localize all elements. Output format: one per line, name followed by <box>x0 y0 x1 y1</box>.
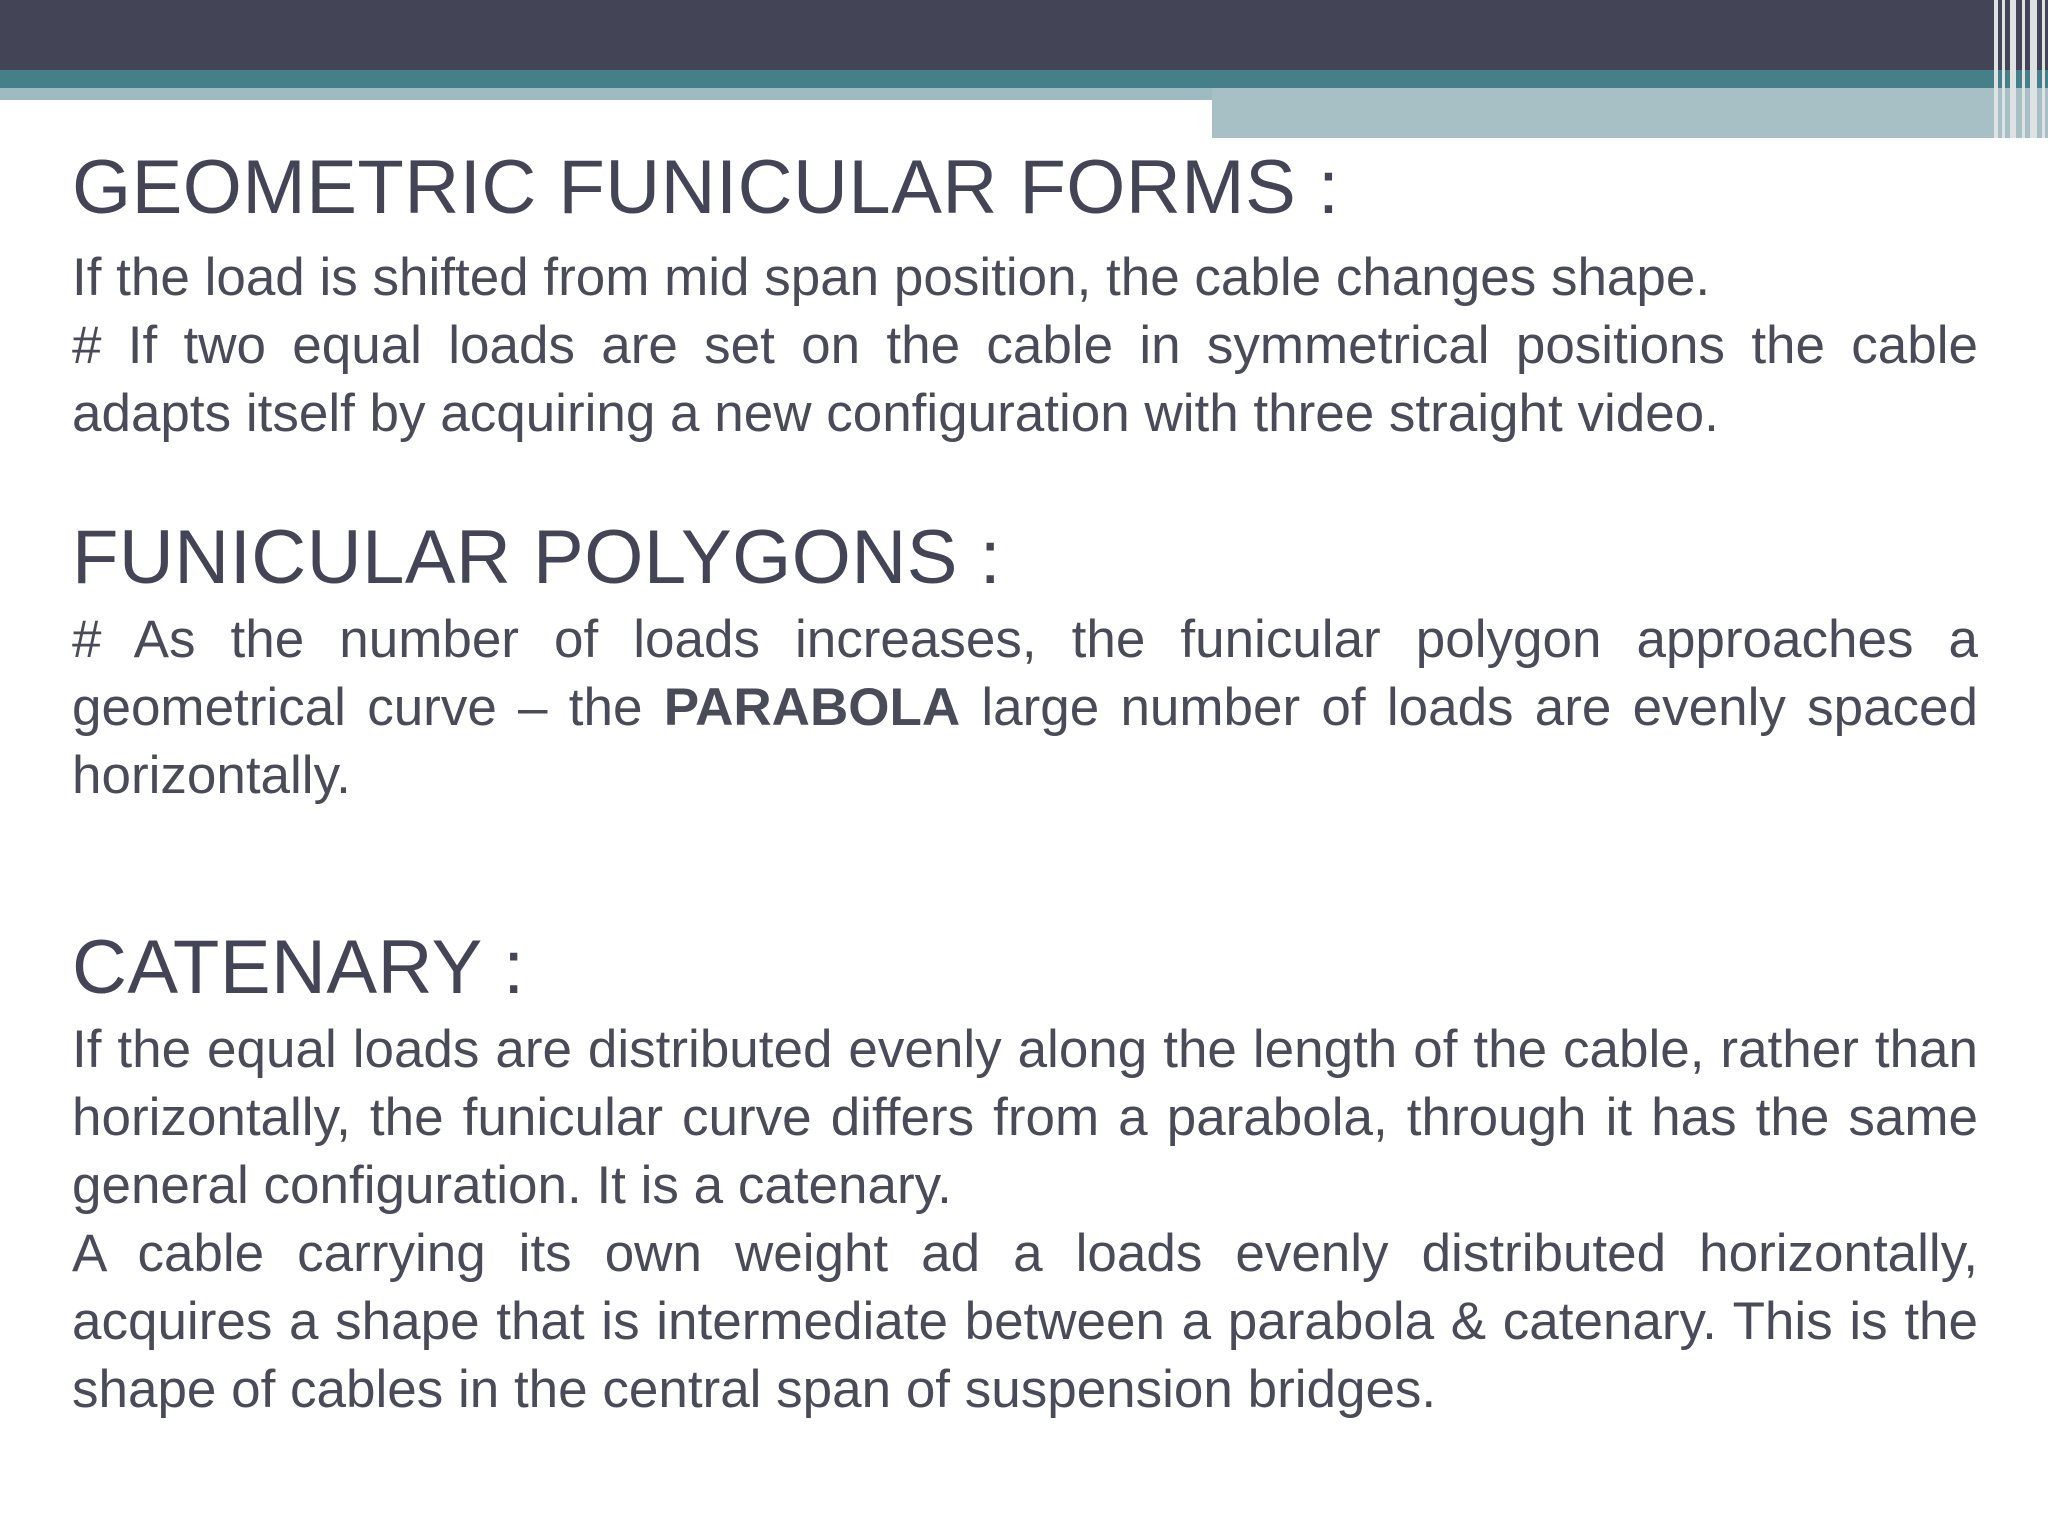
paragraph-geometric-forms <box>72 244 1978 448</box>
text-parabola-bold: PARABOLA <box>663 678 961 737</box>
heading-geometric-funicular-forms: GEOMETRIC FUNICULAR FORMS : <box>72 145 1340 230</box>
text-load-shifted: If the load is shifted from mid span position, the cable changes shape. <box>72 248 1711 307</box>
header-band-dark <box>0 0 2048 70</box>
header-band-teal <box>0 70 2048 88</box>
text-suspension-bridges: A cable carrying its own weight ad a loads evenly distributed horizontally, acquires a shape that is intermediate between a parabola & catenary. This is the shape of cables in the central span of suspension bridges. <box>72 1224 1978 1419</box>
text-catenary-definition: If the equal loads are distributed evenly along the length of the cable, rather than horizontally, the funicular curve differs from a parabola, through it has the same general configuration. It is a catenary. <box>72 1020 1978 1215</box>
text-loads-increase: # As the number of loads increases, the funicular polygon approaches a geometrical curve – the <box>72 610 1978 737</box>
heading-catenary: CATENARY : <box>72 925 525 1010</box>
paragraph-funicular-polygons <box>72 606 1978 810</box>
header-band-light-left <box>0 88 1212 100</box>
heading-funicular-polygons: FUNICULAR POLYGONS : <box>72 515 1002 600</box>
paragraph-catenary <box>72 1016 1978 1424</box>
header-band-light-right <box>1212 88 2048 138</box>
text-evenly-spaced: large number of loads are evenly spaced horizontally. <box>72 678 1979 805</box>
text-two-equal-loads: # If two equal loads are set on the cable in symmetrical positions the cable adapts itself by acquiring a new configuration with three straight video. <box>72 316 1978 443</box>
header-stripes <box>1990 0 2048 138</box>
slide-content <box>72 138 1978 1424</box>
